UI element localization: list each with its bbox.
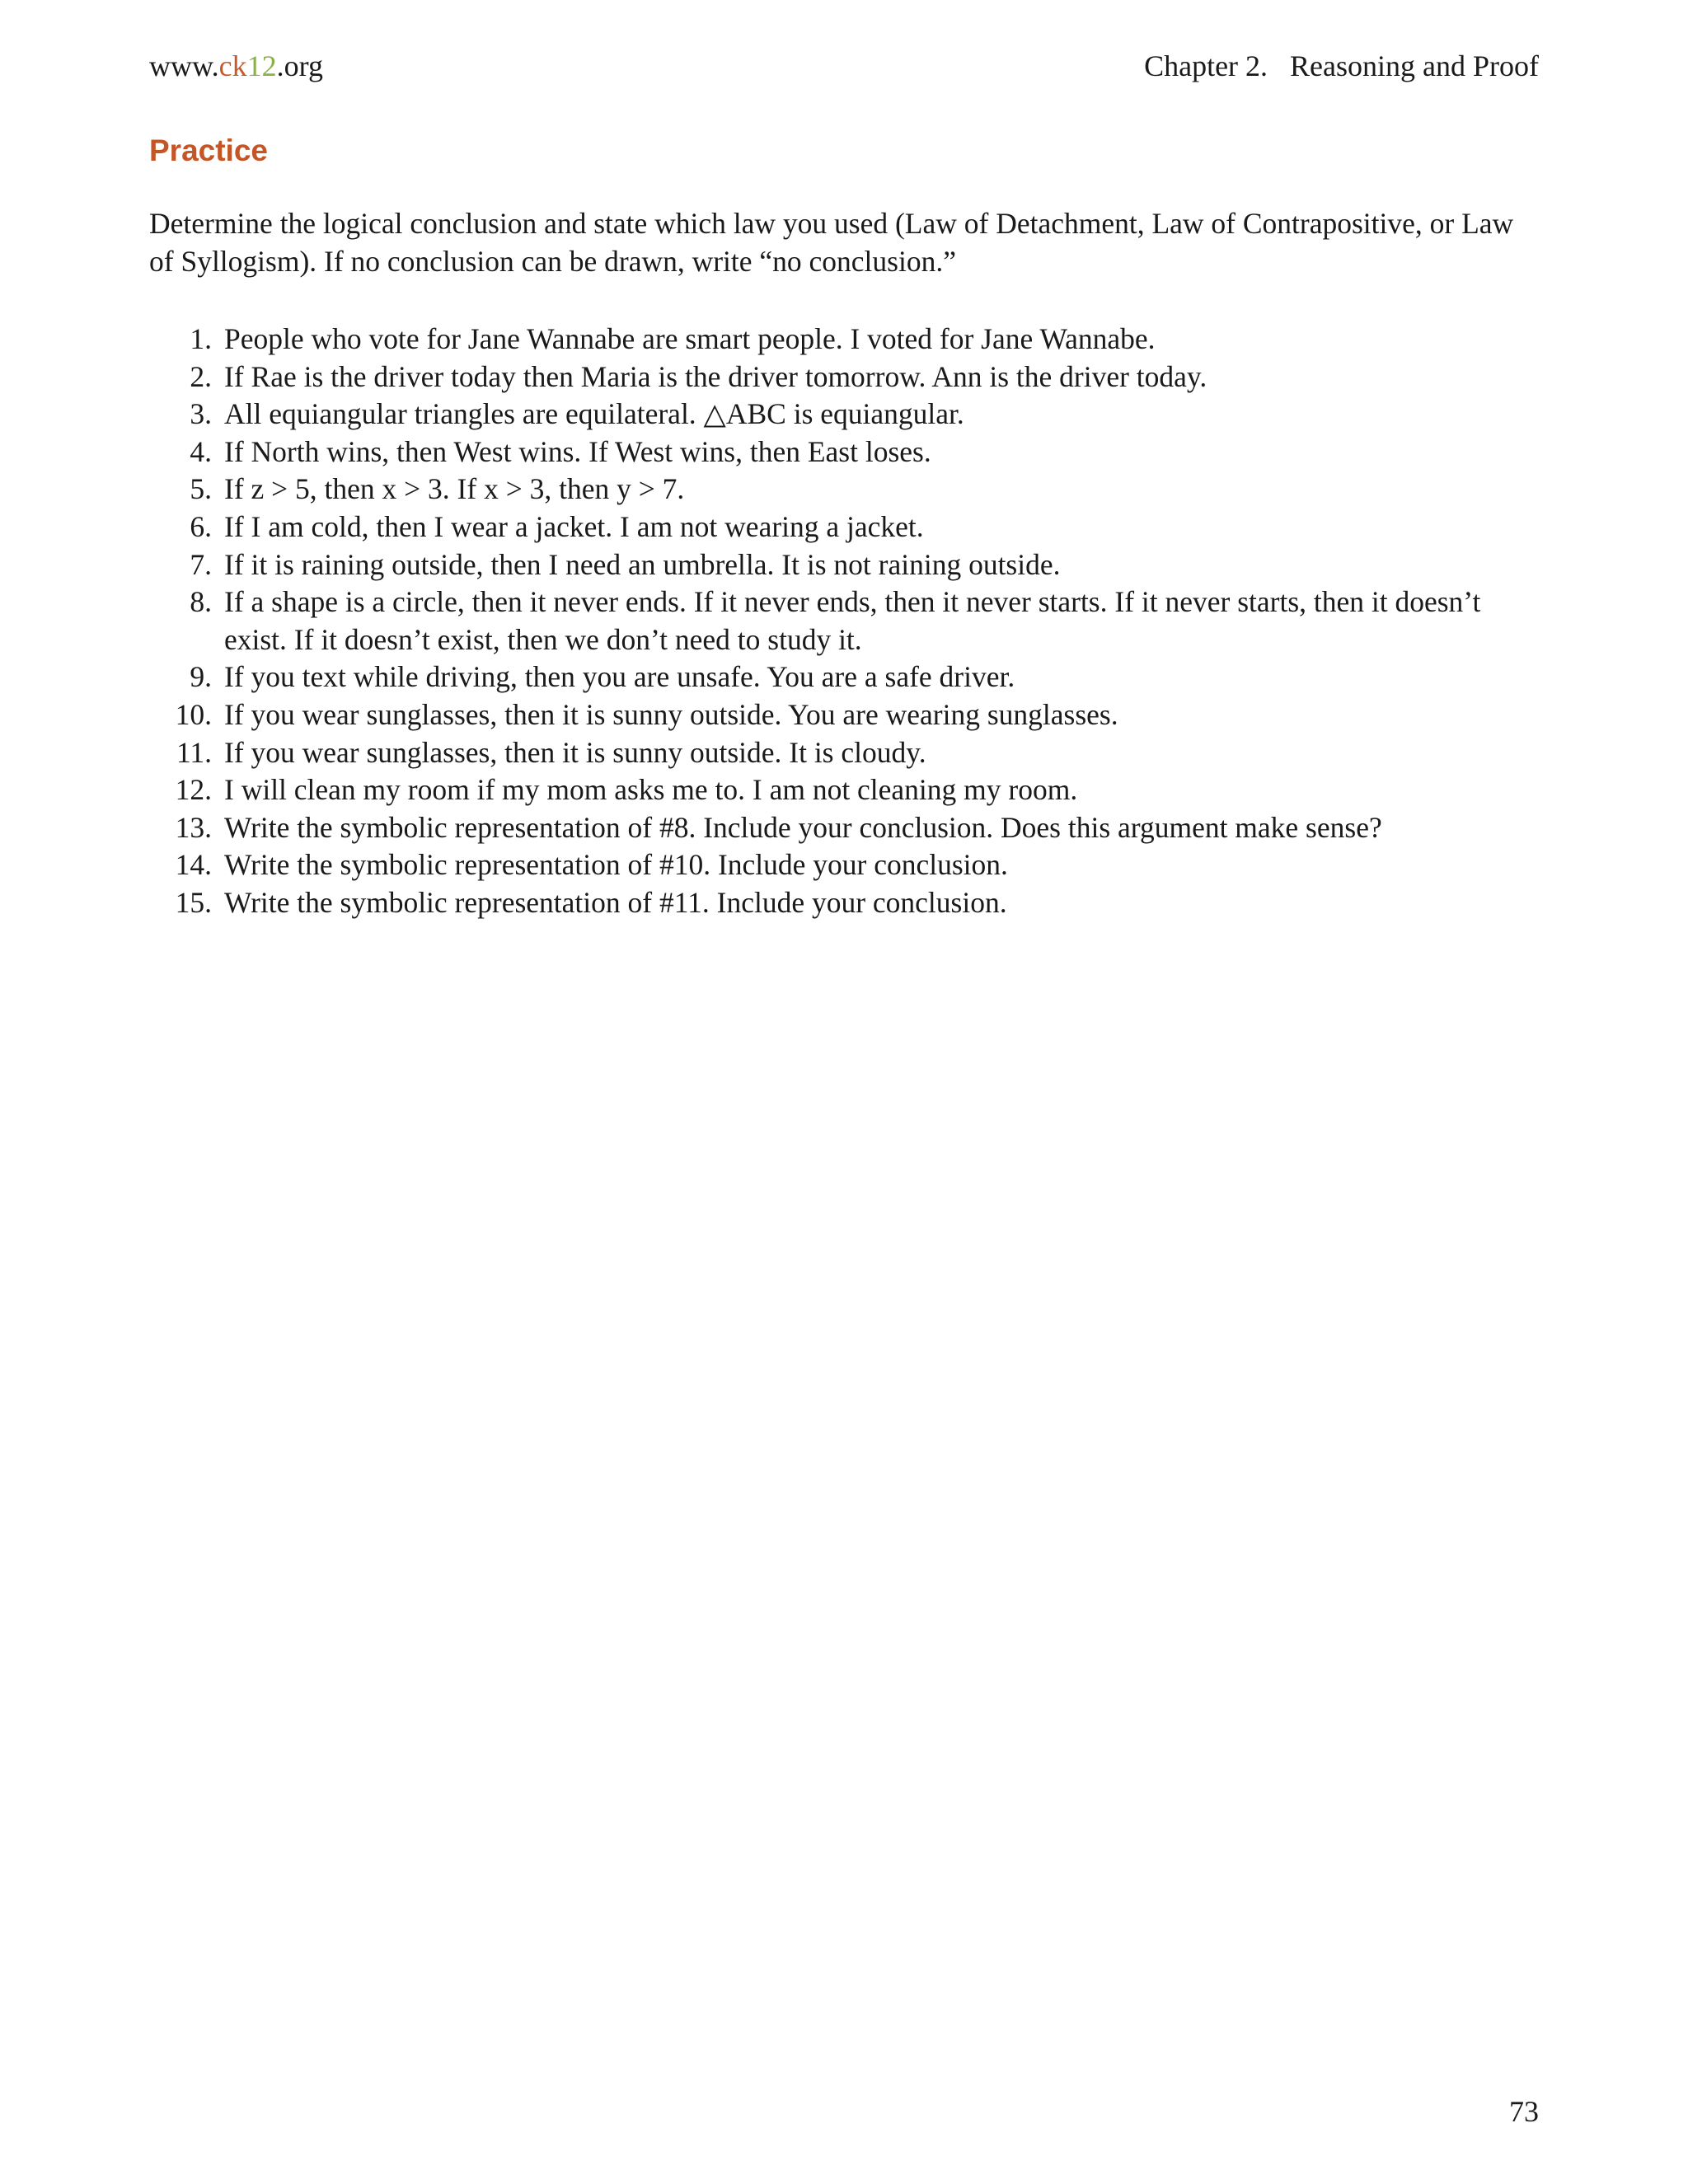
list-item bbox=[149, 396, 1542, 434]
list-item bbox=[149, 583, 1542, 658]
list-item bbox=[149, 546, 1542, 584]
problem-text: People who vote for Jane Wannabe are smart people. I voted for Jane Wannabe. bbox=[224, 322, 1156, 355]
problem-number: 14. bbox=[175, 848, 212, 882]
problem-list bbox=[149, 321, 1542, 922]
section-title: Practice bbox=[149, 134, 268, 167]
problem-number: 12. bbox=[175, 773, 212, 807]
list-item bbox=[149, 884, 1542, 922]
list-item bbox=[149, 846, 1542, 884]
problem-number: 15. bbox=[175, 885, 212, 919]
list-item bbox=[149, 809, 1542, 847]
problem-number: 4. bbox=[190, 434, 212, 468]
list-item bbox=[149, 734, 1542, 772]
url-12: 12 bbox=[246, 49, 277, 82]
problem-text: If Rae is the driver today then Maria is the driver tomorrow. Ann is the driver today. bbox=[224, 359, 1207, 393]
list-item bbox=[149, 658, 1542, 696]
problem-number: 2. bbox=[190, 359, 212, 393]
page-header bbox=[149, 48, 1539, 89]
site-url: www.ck12.org bbox=[149, 49, 323, 82]
url-ck: ck bbox=[218, 49, 247, 82]
problem-text: Write the symbolic representation of #10. Include your conclusion. bbox=[224, 848, 1008, 882]
page-number: 73 bbox=[1509, 2095, 1539, 2128]
problem-number: 3. bbox=[190, 397, 212, 431]
problem-text: If North wins, then West wins. If West wins, then East loses. bbox=[224, 434, 931, 468]
list-item bbox=[149, 471, 1542, 509]
problem-number: 13. bbox=[175, 810, 212, 844]
problem-text: If a shape is a circle, then it never ends. If it never ends, then it never starts. If it never starts, then it doesn’t exist. If it doesn’t exist, then we don’t need to study it. bbox=[224, 585, 1481, 656]
problem-text: If you wear sunglasses, then it is sunny outside. You are wearing sunglasses. bbox=[224, 697, 1118, 731]
problem-number: 1. bbox=[190, 322, 212, 355]
problem-text: If you text while driving, then you are unsafe. You are a safe driver. bbox=[224, 660, 1015, 694]
list-item bbox=[149, 696, 1542, 734]
problem-text: If you wear sunglasses, then it is sunny outside. It is cloudy. bbox=[224, 735, 926, 769]
problem-text: Write the symbolic representation of #11. Include your conclusion. bbox=[224, 885, 1007, 919]
problem-number: 11. bbox=[176, 735, 212, 769]
problem-number: 9. bbox=[190, 660, 212, 694]
list-item bbox=[149, 434, 1542, 471]
list-item bbox=[149, 509, 1542, 546]
problem-text: All equiangular triangles are equilateral. △ABC is equiangular. bbox=[224, 397, 964, 431]
list-item bbox=[149, 321, 1542, 359]
problem-text: I will clean my room if my mom asks me to. I am not cleaning my room. bbox=[224, 773, 1078, 807]
problem-number: 10. bbox=[175, 697, 212, 731]
list-item bbox=[149, 771, 1542, 809]
list-item bbox=[149, 359, 1542, 396]
chapter-title: Chapter 2. Reasoning and Proof bbox=[1144, 49, 1539, 82]
problem-number: 6. bbox=[190, 509, 212, 543]
instructions: Determine the logical conclusion and state which law you used (Law of Detachment, Law of Contrapositive, or Law of Syllogism). If no conclusion can be drawn, write “no conclusion.” bbox=[149, 207, 1514, 278]
problem-text: If I am cold, then I wear a jacket. I am not wearing a jacket. bbox=[224, 509, 924, 543]
problem-number: 8. bbox=[190, 585, 212, 619]
problem-text: Write the symbolic representation of #8. Include your conclusion. Does this argument make sense? bbox=[224, 810, 1382, 844]
problem-text: If it is raining outside, then I need an umbrella. It is not raining outside. bbox=[224, 547, 1061, 581]
problem-text: If z > 5, then x > 3. If x > 3, then y > 7. bbox=[224, 472, 685, 506]
problem-number: 5. bbox=[190, 472, 212, 506]
problem-number: 7. bbox=[190, 547, 212, 581]
